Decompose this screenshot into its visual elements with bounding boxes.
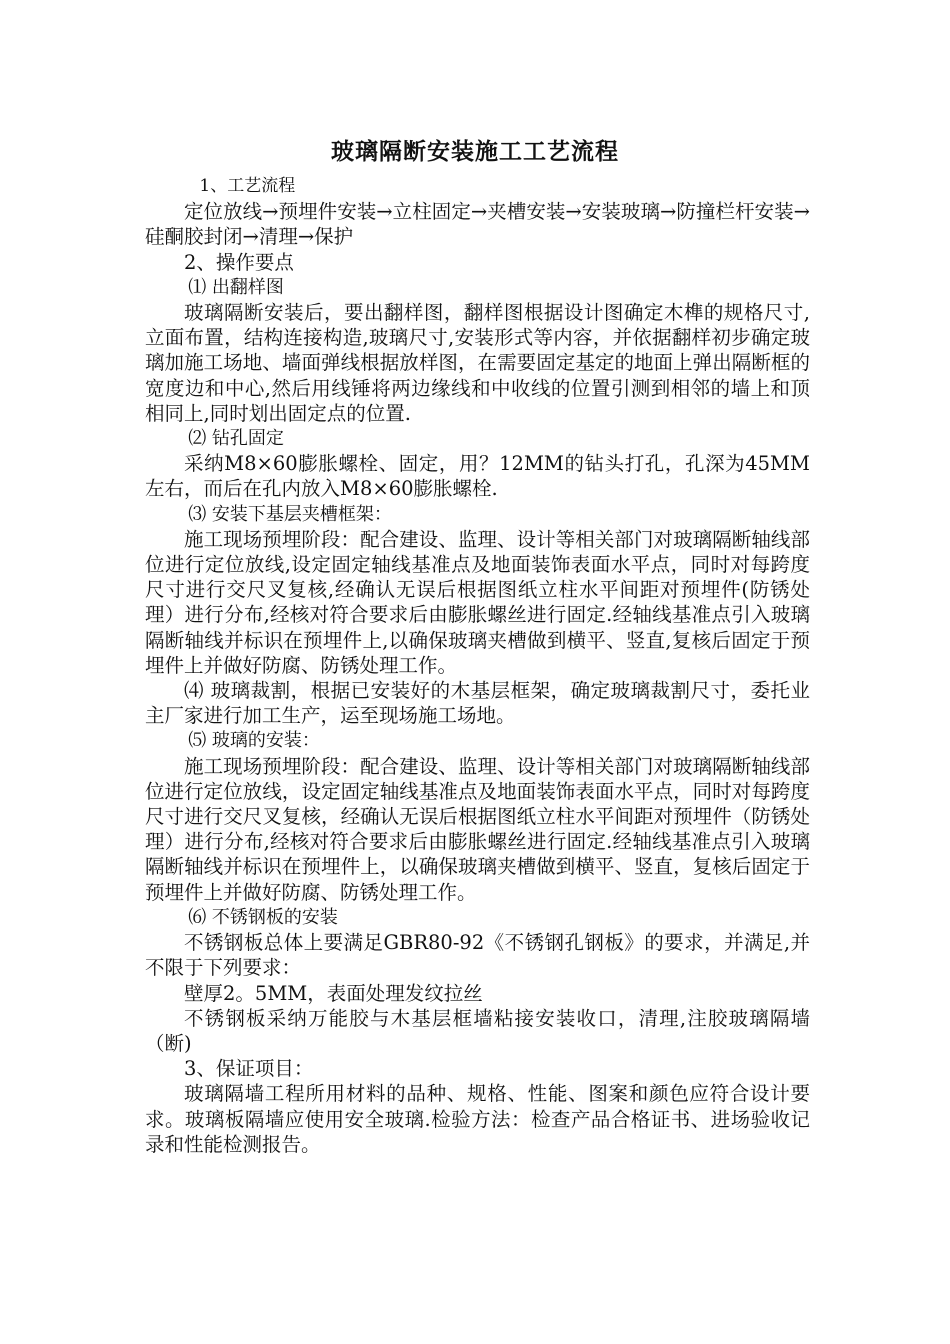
paragraph-steel-thickness: 壁厚2。5MM，表面处理发纹拉丝 [184,981,483,1005]
subheading-drilling: ⑵ 钻孔固定 [188,428,284,450]
subheading-frame: ⑶ 安装下基层夹槽框架： [188,503,392,525]
section-heading-key-points: 2、操作要点 [184,250,294,274]
paragraph-frame: 施工现场预埋阶段：配合建设、监理、设计等相关部门对玻璃隔断轴线部位进行定位放线,设定固定轴线基准点及地面装饰表面水平点，同时对每跨度尺寸进行交尺叉复核,经确认无误后根据图纸立柱水平间距对预埋件(防锈处理）进行分布,经核对符合要求后由膨胀螺丝进行固定.经轴线基准点引入玻璃隔断轴线并标识在预埋件上,以确保玻璃夹槽做到横平、竖直,复核后固定于预埋件上并做好防腐、防锈处理工作。 [145,527,810,677]
document-title: 玻璃隔断安装施工工艺流程 [331,139,619,165]
document-body [145,174,810,1157]
paragraph-drilling: 采纳M8×60膨胀螺栓、固定，用？12MM的钻头打孔，孔深为45MM左右，而后在孔内放入M8×60膨胀螺栓. [145,452,810,501]
section-heading-process: 1、工艺流程 [199,176,296,196]
paragraph-glass-install: 施工现场预埋阶段：配合建设、监理、设计等相关部门对玻璃隔断轴线部位进行定位放线，设定固定轴线基准点及地面装饰表面水平点，同时对每跨度尺寸进行交尺叉复核，经确认无误后根据图纸立柱水平间距对预埋件（防锈处理）进行分布,经核对符合要求后由膨胀螺丝进行固定.经轴线基准点引入玻璃隔断轴线并标识在预埋件上，以确保玻璃夹槽做到横平、竖直，复核后固定于预埋件上并做好防腐、防锈处理工作。 [145,754,810,904]
paragraph-glass-cutting: ⑷ 玻璃裁割，根据已安装好的木基层框架，确定玻璃裁割尺寸，委托业主厂家进行加工生产，运至现场施工场地。 [145,679,810,728]
paragraph-steel-standard: 不锈钢板总体上要满足GBR80-92《不锈钢孔钢板》的要求，并满足,并不限于下列要求： [145,931,810,980]
paragraph-guarantee: 玻璃隔墙工程所用材料的品种、规格、性能、图案和颜色应符合设计要求。玻璃板隔墙应使用安全玻璃.检验方法：检查产品合格证书、进场验收记录和性能检测报告。 [145,1082,810,1156]
paragraph-drawing: 玻璃隔断安装后，要出翻样图，翻样图根据设计图确定木榫的规格尺寸,立面布置，结构连接构造,玻璃尺寸,安装形式等内容，并依据翻样初步确定玻璃加施工场地、墙面弹线根据放样图，在需要固定基定的地面上弹出隔断框的宽度边和中心,然后用线锤将两边缘线和中收线的位置引测到相邻的墙上和顶相同上,同时划出固定点的位置. [145,301,810,425]
subheading-drawing: ⑴ 出翻样图 [188,276,284,298]
subheading-steel-plate: ⑹ 不锈钢板的安装 [188,906,338,928]
paragraph-steel-adhesive: 不锈钢板采纳万能胶与木基层框墙粘接安装收口，清理,注胶玻璃隔墙（断) [145,1006,810,1055]
section-heading-guarantee: 3、保证项目： [184,1057,314,1081]
process-flow-text: 定位放线→预埋件安装→立柱固定→夹槽安装→安装玻璃→防撞栏杆安装→硅酮胶封闭→清理→保护 [145,200,810,249]
subheading-glass-install: ⑸ 玻璃的安装： [188,730,320,752]
